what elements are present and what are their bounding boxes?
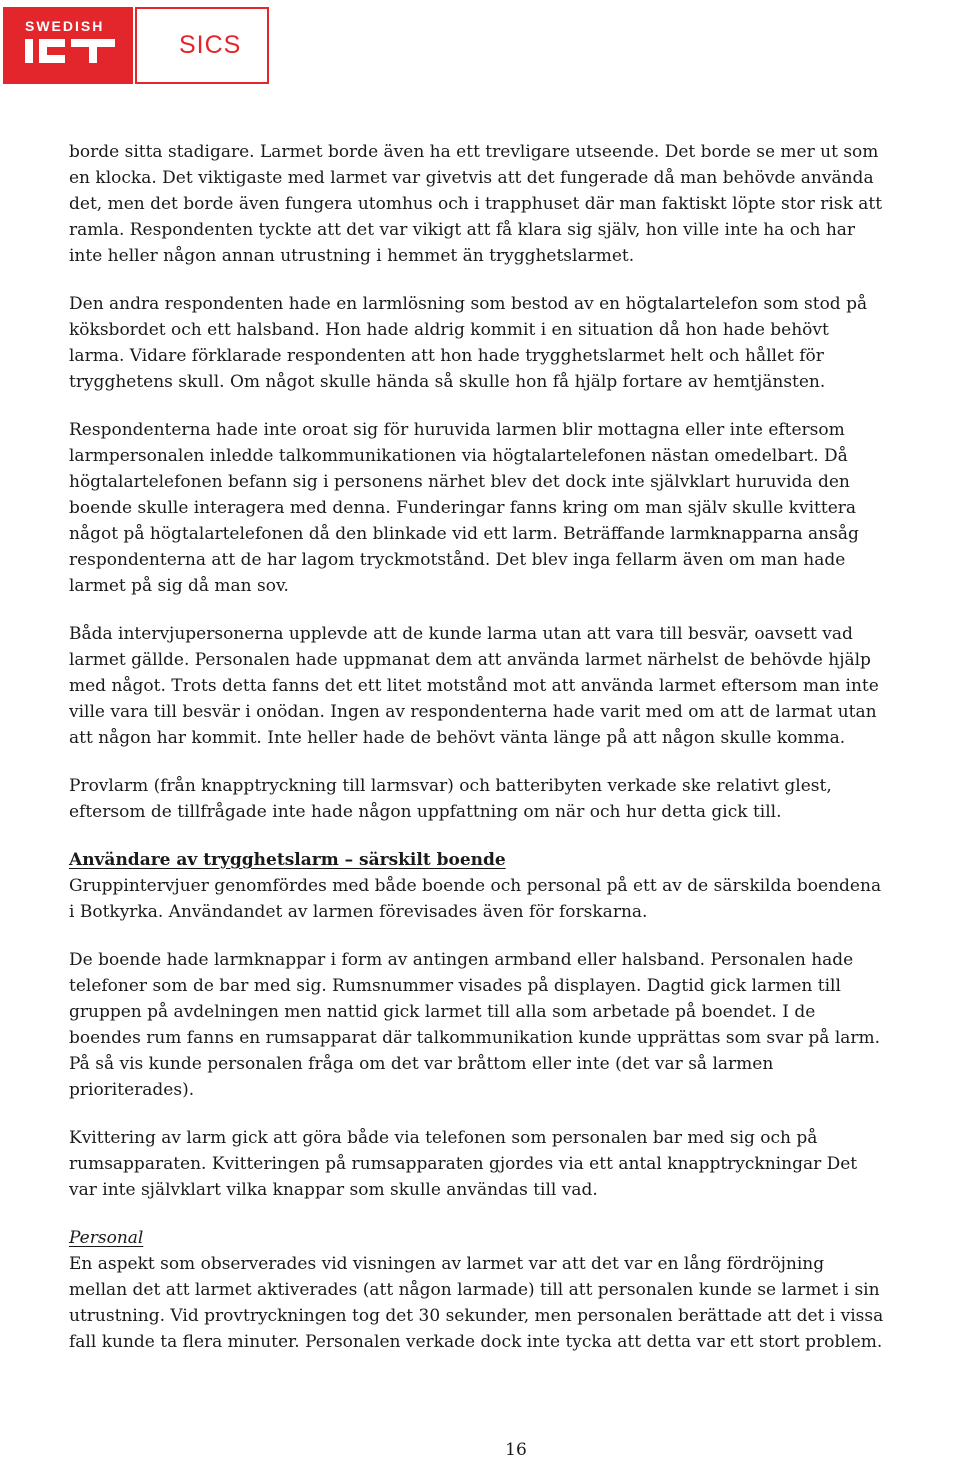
logo	[3, 7, 269, 84]
ict-logo-mark	[25, 39, 117, 69]
paragraph: Respondenterna hade inte oroat sig för huruvida larmen blir mottagna eller inte eftersom larmpersonalen inledde talkommunikationen via högtalartelefonen nästan omedelbart. Då högtalartelefonen befann sig i personens närhet blev det dock inte självklart huruvida den boende skulle interagera med denna. Funderingar fanns kring om man själv skulle kvittera något på högtalartelefonen då den blinkade vid ett larm. Beträffande larmknapparna ansåg respondenterna att de har lagom tryckmotstånd. Det blev inga fellarm även om man hade larmet på sig då man sov.	[69, 420, 859, 596]
section-heading: Användare av trygghetslarm – särskilt boende	[69, 850, 506, 870]
paragraph: En aspekt som observerades vid visningen av larmet var att det var en lång fördröjning mellan det att larmet aktiverades (att någon larmade) till att personalen kunde se larmet i sin utrustning. Vid provtryckningen tog det 30 sekunder, men personalen berättade att det i vissa fall kunde ta flera minuter. Personalen verkade dock inte tycka att detta var ett stort problem.	[69, 1254, 884, 1352]
swedish-ict-logo	[3, 7, 133, 84]
paragraph: Båda intervjupersonerna upplevde att de kunde larma utan att vara till besvär, oavsett vad larmet gällde. Personalen hade uppmanat dem att använda larmet närhelst de behövde hjälp med något. Trots detta fanns det ett litet motstånd mot att använda larmet eftersom man inte ville vara till besvär i onödan. Ingen av respondenterna hade varit med om att de larmat utan att någon har kommit. Inte heller hade de behövt vänta länge på att någon skulle komma.	[69, 624, 879, 748]
paragraph: De boende hade larmknappar i form av antingen armband eller halsband. Personalen hade telefoner som de bar med sig. Rumsnummer visades på displayen. Dagtid gick larmen till gruppen på avdelningen men nattid gick larmet till alla som arbetade på boendet. I de boendes rum fanns en rumsapparat där talkommunikation kunde upprättas som svar på larm. På så vis kunde personalen fråga om det var bråttom eller inte (det var så larmen prioriterades).	[69, 950, 881, 1100]
paragraph: Provlarm (från knapptryckning till larmsvar) och batteribyten verkade ske relativt glest, eftersom de tillfrågade inte hade någon uppfattning om när och hur detta gick till.	[69, 776, 832, 822]
page-number: 16	[505, 1440, 527, 1460]
paragraph: Gruppintervjuer genomfördes med både boende och personal på ett av de särskilda boendena i Botkyrka. Användandet av larmen förevisades även för forskarna.	[69, 876, 882, 922]
paragraph: Den andra respondenten hade en larmlösning som bestod av en högtalartelefon som stod på köksbordet och ett halsband. Hon hade aldrig kommit i en situation då hon hade behövt larma. Vidare förklarade respondenten att hon hade trygghetslarmet helt och hållet för trygghetens skull. Om något skulle hända så skulle hon få hjälp fortare av hemtjänsten.	[69, 294, 868, 392]
logo-top-text: SWEDISH	[25, 18, 105, 34]
paragraph: borde sitta stadigare. Larmet borde även ha ett trevligare utseende. Det borde se mer ut som en klocka. Det viktigaste med larmet var givetvis att det fungerade då man behövde använda det, men det borde även fungera utomhus och i trapphuset där man faktiskt löpte stor risk att ramla. Respondenten tyckte att det var vikigt att få klara sig själv, hon ville inte ha och har inte heller någon annan utrustning i hemmet än trygghetslarmet.	[69, 142, 883, 266]
subheading: Personal	[69, 1228, 144, 1248]
paragraph: Kvittering av larm gick att göra både via telefonen som personalen bar med sig och på rumsapparaten. Kvitteringen på rumsapparaten gjordes via ett antal knapptryckningar Det var inte självklart vilka knappar som skulle användas till vad.	[69, 1128, 858, 1200]
sics-logo	[135, 7, 269, 84]
sics-logo-text: SICS	[179, 31, 242, 59]
document-body	[69, 139, 960, 1355]
